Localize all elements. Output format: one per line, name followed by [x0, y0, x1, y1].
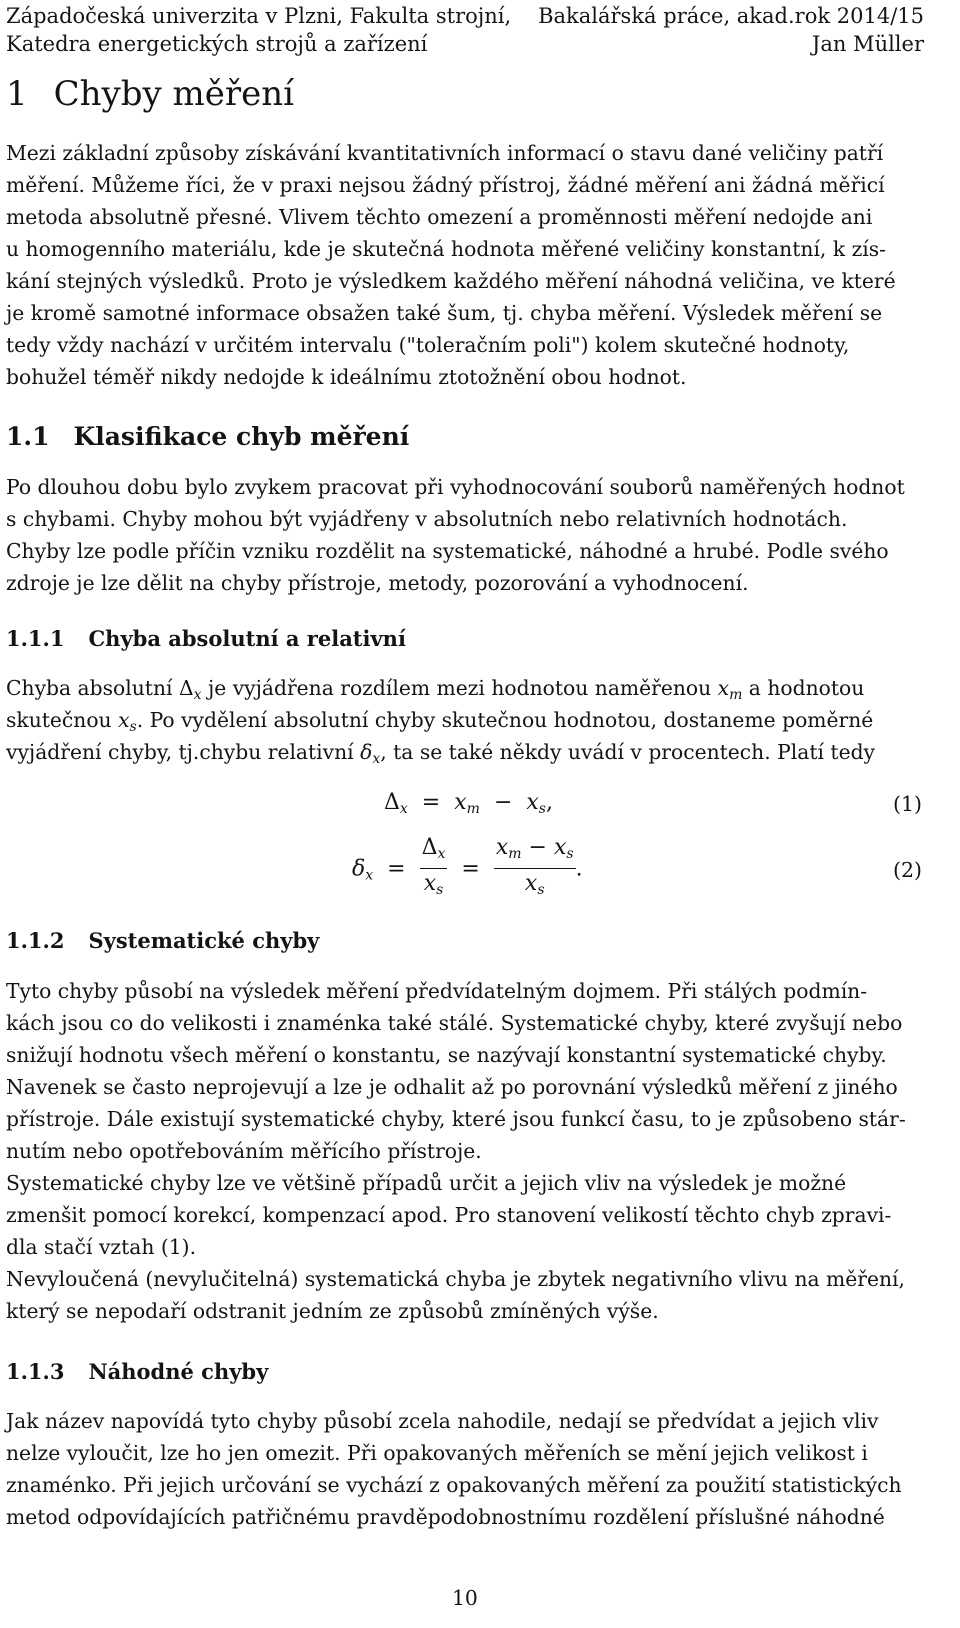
header-university: Západočeská univerzita v Plzni, Fakulta strojní, [6, 4, 512, 28]
paragraph-line: Chyby lze podle příčin vzniku rozdělit na systematické, náhodné a hrubé. Podle svého [6, 539, 889, 563]
fraction: $\frac{\Delta_x}{x_s}$ [421, 835, 446, 898]
subsection-number: 1.1.1 [6, 626, 65, 651]
section-heading [6, 422, 409, 451]
chapter-heading [6, 74, 294, 114]
section-title: Klasifikace chyb měření [73, 422, 410, 451]
header-author: Jan Müller [811, 32, 924, 56]
paragraph-line: vyjádření chyby, tj.chybu relativní $\delta_x$, ta se také někdy uvádí v procentech. Platí tedy [6, 740, 876, 767]
subsection-heading [6, 1359, 268, 1384]
subsection-title: Náhodné chyby [88, 1359, 269, 1384]
paragraph-line: Systematické chyby lze ve většině případů určit a jejich vliv na výsledek je možné [6, 1171, 847, 1195]
equation-2: $\delta_x$ = $\frac{\Delta_x}{x_s}$ = $\frac{x_m - x_s}{x_s}$ . [352, 834, 583, 905]
equation-1: $\Delta_x = x_m - x_s$, [384, 790, 553, 817]
paragraph-line: metoda absolutně přesné. Vlivem těchto omezení a proměnnosti měření nedojde ani [6, 205, 873, 229]
paragraph-line: metod odpovídajících patřičnému pravděpodobnostnímu rozdělení příslušné náhodné [6, 1505, 885, 1529]
chapter-number: 1 [6, 74, 28, 114]
paragraph-line: Chyba absolutní $\Delta_x$ je vyjádřena rozdílem mezi hodnotou naměřenou $x_m$ a hodnotou [6, 676, 865, 703]
paragraph-line: zmenšit pomocí korekcí, kompenzací apod. Pro stanovení velikostí těchto chyb zpravi- [6, 1203, 892, 1227]
paragraph-line: zdroje je lze dělit na chyby přístroje, metody, pozorování a vyhodnocení. [6, 571, 749, 595]
paragraph-line: přístroje. Dále existují systematické chyby, které jsou funkcí času, to je způsobeno stár- [6, 1107, 906, 1131]
paragraph-line: Po dlouhou dobu bylo zvykem pracovat při vyhodnocování souborů naměřených hodnot [6, 475, 905, 499]
relative-error-symbol: $\delta_x$ [360, 740, 381, 767]
subsection-heading [6, 626, 406, 651]
paragraph-line: Tyto chyby působí na výsledek měření předvídatelným dojmem. Při stálých podmín- [6, 979, 868, 1003]
paragraph-line: měření. Můžeme říci, že v praxi nejsou žádný přístroj, žádné měření ani žádná měřicí [6, 173, 885, 197]
subsection-number: 1.1.3 [6, 1359, 65, 1384]
subsection-number: 1.1.2 [6, 928, 65, 953]
paragraph-line: Jak název napovídá tyto chyby působí zcela nahodile, nedají se předvídat a jejich vliv [6, 1409, 879, 1433]
page-number: 10 [452, 1586, 478, 1610]
subsection-title: Chyba absolutní a relativní [88, 626, 406, 651]
paragraph-line: bohužel téměř nikdy nedojde k ideálnímu ztotožnění obou hodnot. [6, 365, 687, 389]
section-number: 1.1 [6, 422, 50, 451]
paragraph-line: skutečnou $x_s$. Po vydělení absolutní chyby skutečnou hodnotou, dostaneme poměrné [6, 708, 874, 735]
paragraph-line: snižují hodnotu všech měření o konstantu, se nazývají konstantní systematické chyby. [6, 1043, 887, 1067]
header-thesis: Bakalářská práce, akad.rok 2014/15 [538, 4, 924, 28]
fraction: $\frac{x_m - x_s}{x_s}$ [495, 835, 574, 898]
chapter-title: Chyby měření [53, 74, 295, 114]
absolute-error-symbol: $\Delta_x$ [178, 676, 202, 703]
paragraph-line: Mezi základní způsoby získávání kvantitativních informací o stavu dané veličiny patří [6, 141, 884, 165]
subsection-heading [6, 928, 319, 953]
paragraph-line: u homogenního materiálu, kde je skutečná hodnota měřené veličiny konstantní, k zís- [6, 237, 886, 261]
paragraph-line: je kromě samotné informace obsažen také šum, tj. chyba měření. Výsledek měření se [6, 301, 883, 325]
paragraph-line: který se nepodaří odstranit jedním ze způsobů zmíněných výše. [6, 1299, 659, 1323]
paragraph-line: Navenek se často neprojevují a lze je odhalit až po porovnání výsledků měření z jiného [6, 1075, 898, 1099]
header-department: Katedra energetických strojů a zařízení [6, 32, 428, 56]
equation-number: (1) [892, 792, 922, 816]
paragraph-line: s chybami. Chyby mohou být vyjádřeny v absolutních nebo relativních hodnotách. [6, 507, 848, 531]
paragraph-line: znaménko. Při jejich určování se vychází z opakovaných měření za použití statistických [6, 1473, 902, 1497]
equation-number: (2) [892, 858, 922, 882]
paragraph-line: tedy vždy nachází v určitém intervalu ("toleračním poli") kolem skutečné hodnoty, [6, 333, 850, 357]
paragraph-line: kách jsou co do velikosti i znaménka také stálé. Systematické chyby, které zvyšují nebo [6, 1011, 903, 1035]
paragraph-line: kání stejných výsledků. Proto je výsledkem každého měření náhodná veličina, ve které [6, 269, 896, 293]
paragraph-line: nelze vyloučit, lze ho jen omezit. Při opakovaných měřeních se mění jejich velikost i [6, 1441, 868, 1465]
paragraph-line: Nevyloučená (nevylučitelná) systematická chyba je zbytek negativního vlivu na měření, [6, 1267, 905, 1291]
paragraph-line: nutím nebo opotřebováním měřícího přístroje. [6, 1139, 482, 1163]
subsection-title: Systematické chyby [88, 928, 320, 953]
paragraph-line: dla stačí vztah (1). [6, 1235, 197, 1259]
